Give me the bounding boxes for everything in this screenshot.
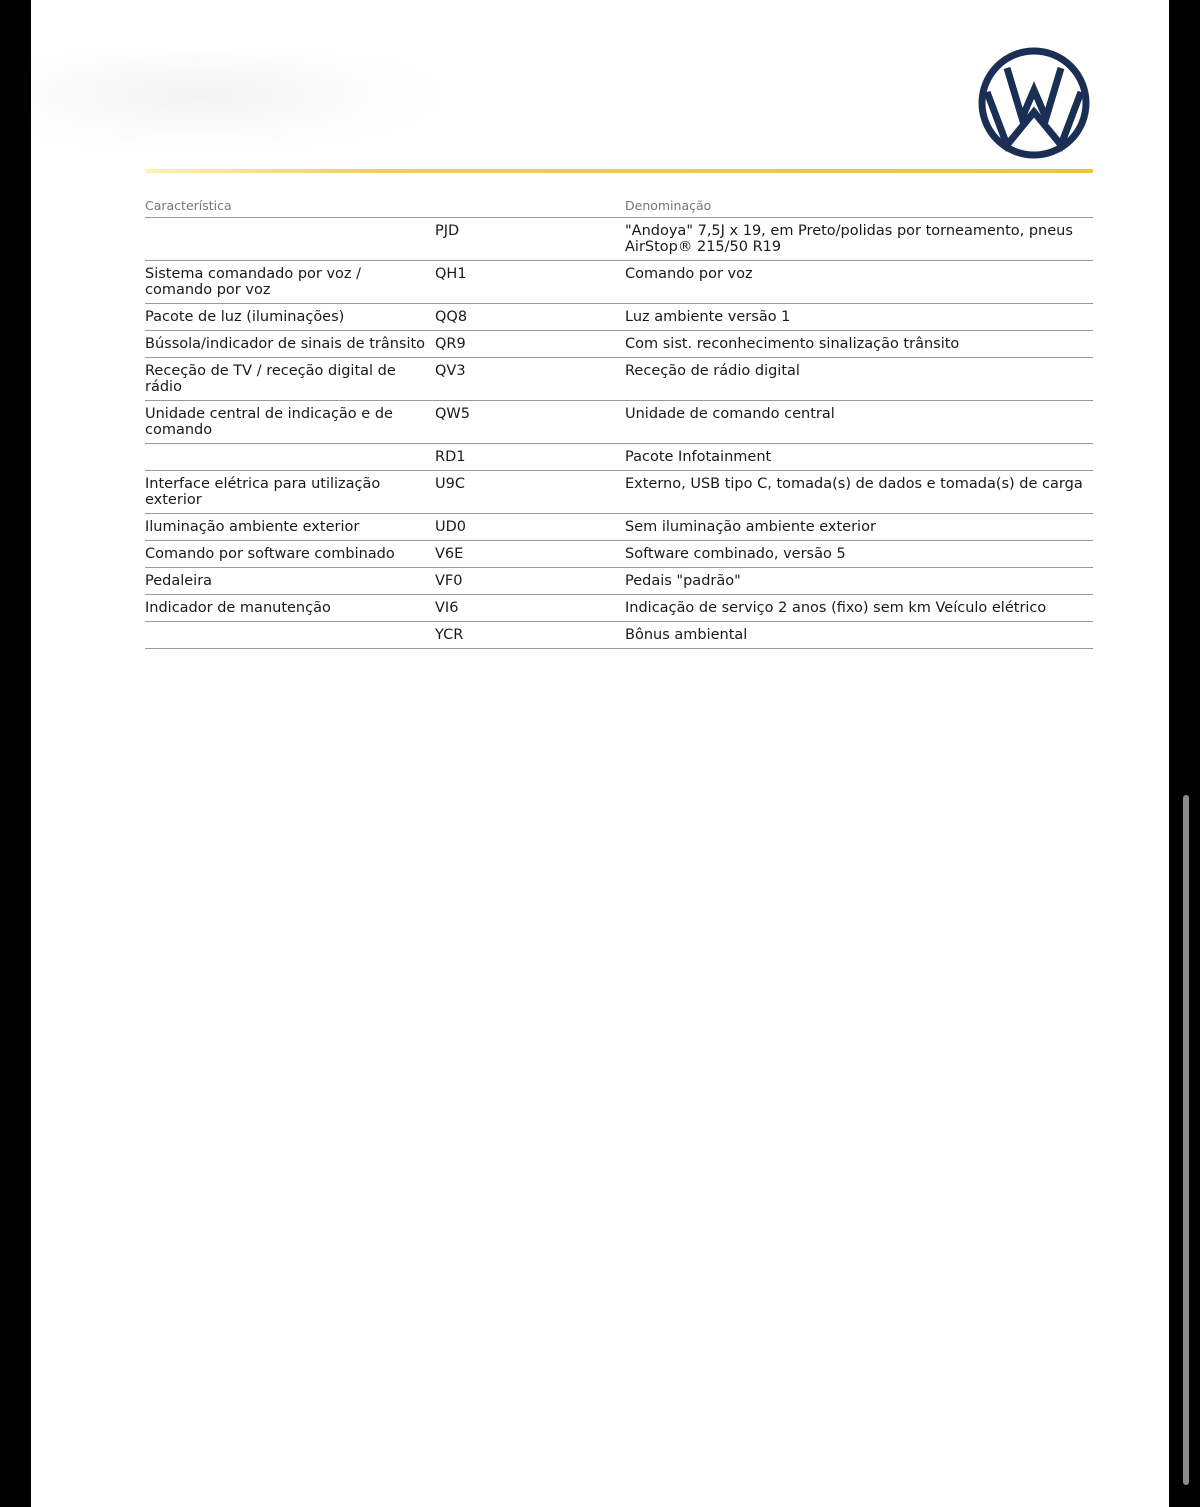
table-row <box>145 541 1093 568</box>
code-cell: VF0 <box>435 568 625 595</box>
equipment-table <box>145 194 1093 649</box>
table-header-row <box>145 194 1093 218</box>
feature-cell: Unidade central de indicação e de comando <box>145 401 435 444</box>
feature-cell: Indicador de manutenção <box>145 595 435 622</box>
denomination-cell: Receção de rádio digital <box>625 358 1093 401</box>
feature-cell: Pacote de luz (iluminações) <box>145 304 435 331</box>
table-row <box>145 514 1093 541</box>
feature-cell: Bússola/indicador de sinais de trânsito <box>145 331 435 358</box>
table-row <box>145 595 1093 622</box>
code-cell: VI6 <box>435 595 625 622</box>
code-cell: PJD <box>435 218 625 261</box>
denomination-cell: Bônus ambiental <box>625 622 1093 649</box>
code-cell: V6E <box>435 541 625 568</box>
feature-cell: Receção de TV / receção digital de rádio <box>145 358 435 401</box>
code-cell: UD0 <box>435 514 625 541</box>
code-cell: U9C <box>435 471 625 514</box>
vw-logo-icon <box>977 46 1091 160</box>
denomination-cell: "Andoya" 7,5J x 19, em Preto/polidas por torneamento, pneus AirStop® 215/50 R19 <box>625 218 1093 261</box>
table-row <box>145 444 1093 471</box>
table-row <box>145 358 1093 401</box>
denomination-cell: Com sist. reconhecimento sinalização trânsito <box>625 331 1093 358</box>
denomination-cell: Externo, USB tipo C, tomada(s) de dados e tomada(s) de carga <box>625 471 1093 514</box>
code-cell: QQ8 <box>435 304 625 331</box>
table-row <box>145 331 1093 358</box>
denomination-cell: Pedais "padrão" <box>625 568 1093 595</box>
table-row <box>145 401 1093 444</box>
table-row <box>145 471 1093 514</box>
denomination-cell: Indicação de serviço 2 anos (fixo) sem km Veículo elétrico <box>625 595 1093 622</box>
header-code <box>435 194 625 218</box>
feature-cell: Sistema comandado por voz / comando por voz <box>145 261 435 304</box>
feature-cell: Iluminação ambiente exterior <box>145 514 435 541</box>
feature-cell <box>145 622 435 649</box>
code-cell: YCR <box>435 622 625 649</box>
header-divider <box>145 169 1093 173</box>
denomination-cell: Unidade de comando central <box>625 401 1093 444</box>
denomination-cell: Comando por voz <box>625 261 1093 304</box>
code-cell: QH1 <box>435 261 625 304</box>
feature-cell: Pedaleira <box>145 568 435 595</box>
feature-cell <box>145 218 435 261</box>
feature-cell <box>145 444 435 471</box>
code-cell: QR9 <box>435 331 625 358</box>
code-cell: QW5 <box>435 401 625 444</box>
code-cell: QV3 <box>435 358 625 401</box>
table-row <box>145 568 1093 595</box>
denomination-cell: Sem iluminação ambiente exterior <box>625 514 1093 541</box>
feature-cell: Interface elétrica para utilização exterior <box>145 471 435 514</box>
document-page <box>31 0 1169 1507</box>
table-row <box>145 218 1093 261</box>
header-watermark <box>31 55 451 155</box>
denomination-cell: Pacote Infotainment <box>625 444 1093 471</box>
feature-cell: Comando por software combinado <box>145 541 435 568</box>
denomination-cell: Luz ambiente versão 1 <box>625 304 1093 331</box>
table-row <box>145 261 1093 304</box>
vertical-scrollbar[interactable] <box>1183 795 1189 1485</box>
code-cell: RD1 <box>435 444 625 471</box>
header-denomination: Denominação <box>625 194 1093 218</box>
table-row <box>145 622 1093 649</box>
table-row <box>145 304 1093 331</box>
header-feature: Característica <box>145 194 435 218</box>
denomination-cell: Software combinado, versão 5 <box>625 541 1093 568</box>
